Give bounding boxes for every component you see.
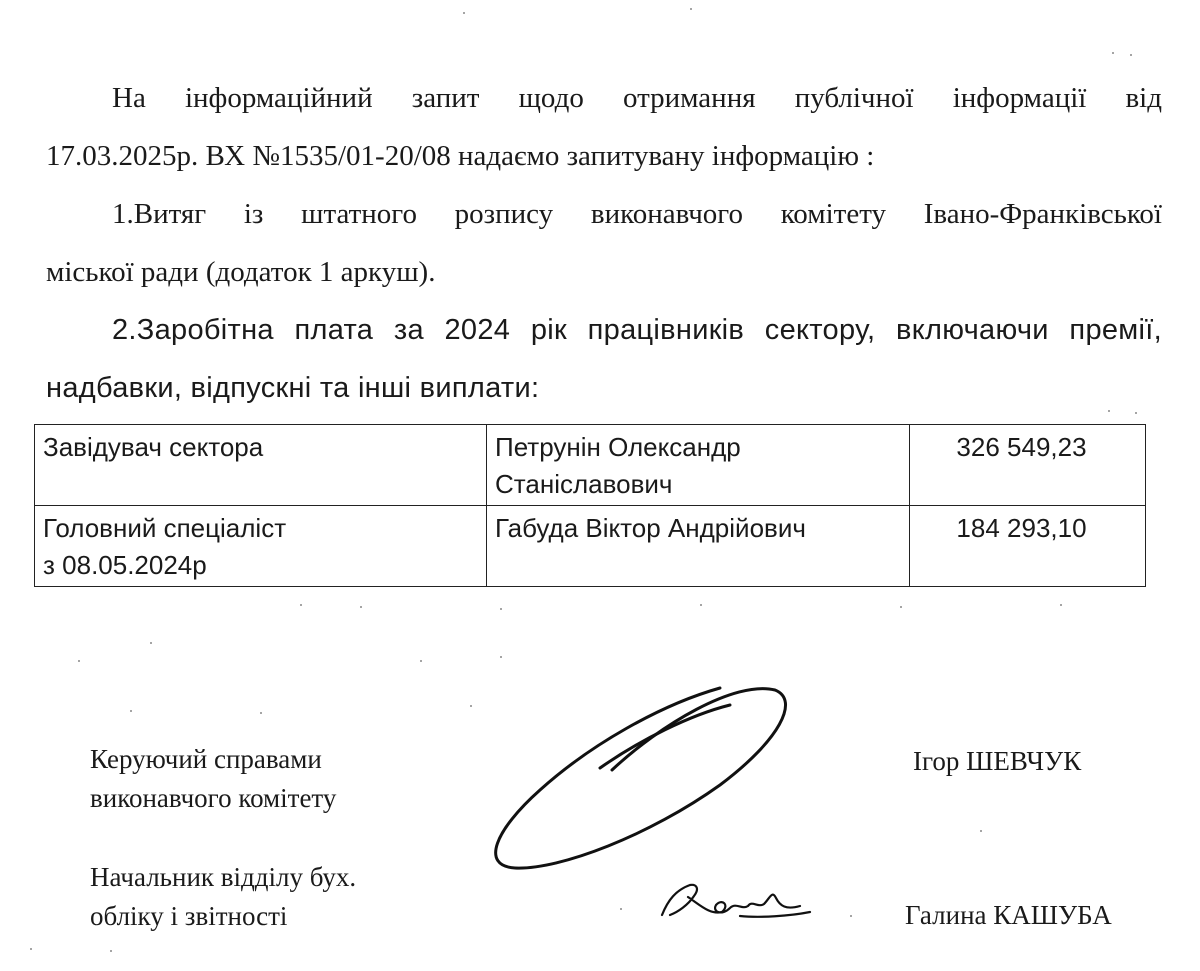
signature-2-scribble: [662, 885, 810, 917]
signatory-1-name: Ігор ШЕВЧУК: [913, 746, 1082, 776]
signatory-2-title: [90, 858, 356, 936]
salary-amount-cell: [910, 506, 1146, 587]
salary-amount: 326 549,23: [956, 432, 1087, 462]
signatory-1-title-line-1: Керуючий справами: [90, 744, 322, 774]
salary-amount: 184 293,10: [956, 513, 1087, 543]
item-2-line-2: надбавки, відпускні та інші виплати:: [46, 372, 540, 404]
employee-name-cell: [487, 425, 910, 506]
position-start-date: з 08.05.2024р: [43, 550, 207, 580]
salary-amount-cell: [910, 425, 1146, 506]
intro-line-2: 17.03.2025р. ВХ №1535/01-20/08 надаємо запитувану інформацію :: [46, 140, 875, 172]
signature-1-loop: [496, 688, 786, 868]
signatory-1-title-line-2: виконавчого комітету: [90, 783, 337, 813]
position-title: Завідувач сектора: [43, 432, 264, 462]
item-2-line-1: 2.Заробітна плата за 2024 рік працівників сектору, включаючи премії,: [112, 314, 1162, 346]
item-1-line-1: 1.Витяг із штатного розпису виконавчого комітету Івано-Франківської: [112, 198, 1162, 230]
intro-line-1: На інформаційний запит щодо отримання публічної інформації від: [112, 82, 1162, 114]
item-1-line-2: міської ради (додаток 1 аркуш).: [46, 256, 436, 288]
employee-name-line-2: Станіславович: [495, 469, 673, 499]
signatory-2-title-line-2: обліку і звітності: [90, 901, 288, 931]
item-2-paragraph: [46, 301, 1162, 417]
employee-name-line-1: Петрунін Олександр: [495, 432, 741, 462]
table-row: [35, 506, 1146, 587]
signatory-2-name: Галина КАШУБА: [905, 900, 1112, 930]
employee-name-line-1: Габуда Віктор Андрійович: [495, 513, 806, 543]
intro-paragraph: [46, 69, 1162, 185]
position-cell: [35, 425, 487, 506]
position-title: Головний спеціаліст: [43, 513, 287, 543]
signatory-1-title: [90, 740, 336, 818]
position-cell: [35, 506, 487, 587]
item-1-paragraph: [46, 185, 1162, 301]
signatory-2-title-line-1: Начальник відділу бух.: [90, 862, 357, 892]
table-row: [35, 425, 1146, 506]
salary-table: [34, 424, 1146, 587]
employee-name-cell: [487, 506, 910, 587]
